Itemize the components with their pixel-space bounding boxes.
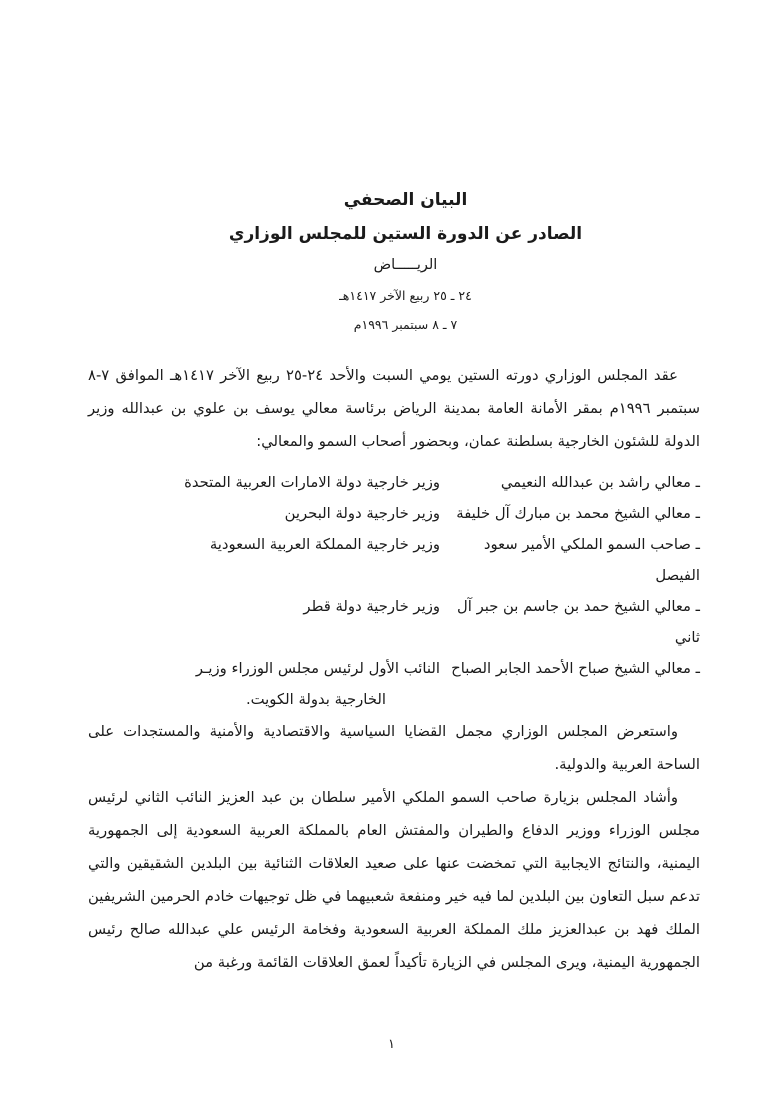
attendee-name: ـ صاحب السمو الملكي الأمير سعود الفيصل <box>483 536 700 584</box>
attendee-role-line1: وزير خارجية دولة قطر <box>303 598 440 615</box>
attendee-role <box>88 467 440 498</box>
hijri-date: ٢٤ ـ ٢٥ ربيع الآخر ١٤١٧هـ <box>339 288 472 303</box>
document-title: البيان الصحفي <box>343 190 468 210</box>
visit-paragraph: وأشاد المجلس بزيارة صاحب السمو الملكي الأمير سلطان بن عبد العزيز النائب الثاني لرئيس مجلس الوزراء ووزير الدفاع والطيران والمفتش العام بالمملكة العربية السعودية إلى الجمهورية اليمنية، والنتائج الايجابية التي تمخضت عنها على صعيد العلاقات الثنائية بين البلدين الشقيقين والتي تدعم سبل التعاون بين البلدين لما فيه خير ومنفعة شعبيهما في ظل توجيهات خادم الحرمين الشريفين الملك فهد بن عبدالعزيز ملك المملكة العربية السعودية وفخامة الرئيس علي عبدالله صالح رئيس الجمهورية اليمنية، ويرى المجلس في الزيارة تأكيداً لعمق العلاقات القائمة ورغبة من <box>88 789 700 971</box>
attendee-name: ـ معالي الشيخ محمد بن مبارك آل خليفة <box>456 505 700 522</box>
document-subtitle: الصادر عن الدورة الستين للمجلس الوزاري <box>228 224 583 244</box>
document-header <box>14 0 783 339</box>
page-footer <box>0 1037 783 1052</box>
attendee-row <box>88 467 700 498</box>
attendee-row <box>88 529 700 591</box>
attendee-name: ـ معالي الشيخ حمد بن جاسم بن جبر آل ثاني <box>457 598 700 646</box>
location-line: الريـــــاض <box>373 257 438 273</box>
attendee-role-line1: النائب الأول لرئيس مجلس الوزراء وزيـر <box>195 660 440 677</box>
opening-paragraph: عقد المجلس الوزاري دورته الستين يومي السبت والأحد ٢٤-٢٥ ربيع الآخر ١٤١٧هـ الموافق ٧-٨ سبتمبر ١٩٩٦م بمقر الأمانة العامة بمدينة الرياض برئاسة معالي يوسف بن علوي بن عبدالله وزير الدولة للشئون الخارجية بسلطنة عمان، وبحضور أصحاب السمو والمعالي: <box>88 367 701 450</box>
document-body <box>88 359 700 979</box>
attendee-role <box>88 529 440 591</box>
attendee-role-line1: وزير خارجية دولة البحرين <box>284 505 440 522</box>
attendee-role <box>88 498 440 529</box>
attendee-role-line1: وزير خارجية المملكة العربية السعودية <box>209 536 440 553</box>
attendees-list <box>88 467 700 715</box>
attendee-role-line2: الخارجية بدولة الكويت. <box>245 691 386 708</box>
attendee-role <box>88 653 440 715</box>
page-number: ١ <box>388 1037 395 1052</box>
attendee-row <box>88 498 700 529</box>
attendee-name: ـ معالي الشيخ صباح الأحمد الجابر الصباح <box>451 660 700 677</box>
gregorian-date: ٧ ـ ٨ سبتمبر ١٩٩٦م <box>353 317 458 332</box>
attendee-row <box>88 653 700 715</box>
attendee-role-line1: وزير خارجية دولة الامارات العربية المتحدة <box>184 474 440 491</box>
attendee-name: ـ معالي راشد بن عبدالله النعيمي <box>500 474 700 491</box>
attendee-role <box>88 591 440 653</box>
attendee-row <box>88 591 700 653</box>
review-paragraph: واستعرض المجلس الوزاري مجمل القضايا السياسية والاقتصادية والأمنية والمستجدات على الساحة العربية والدولية. <box>88 723 700 773</box>
